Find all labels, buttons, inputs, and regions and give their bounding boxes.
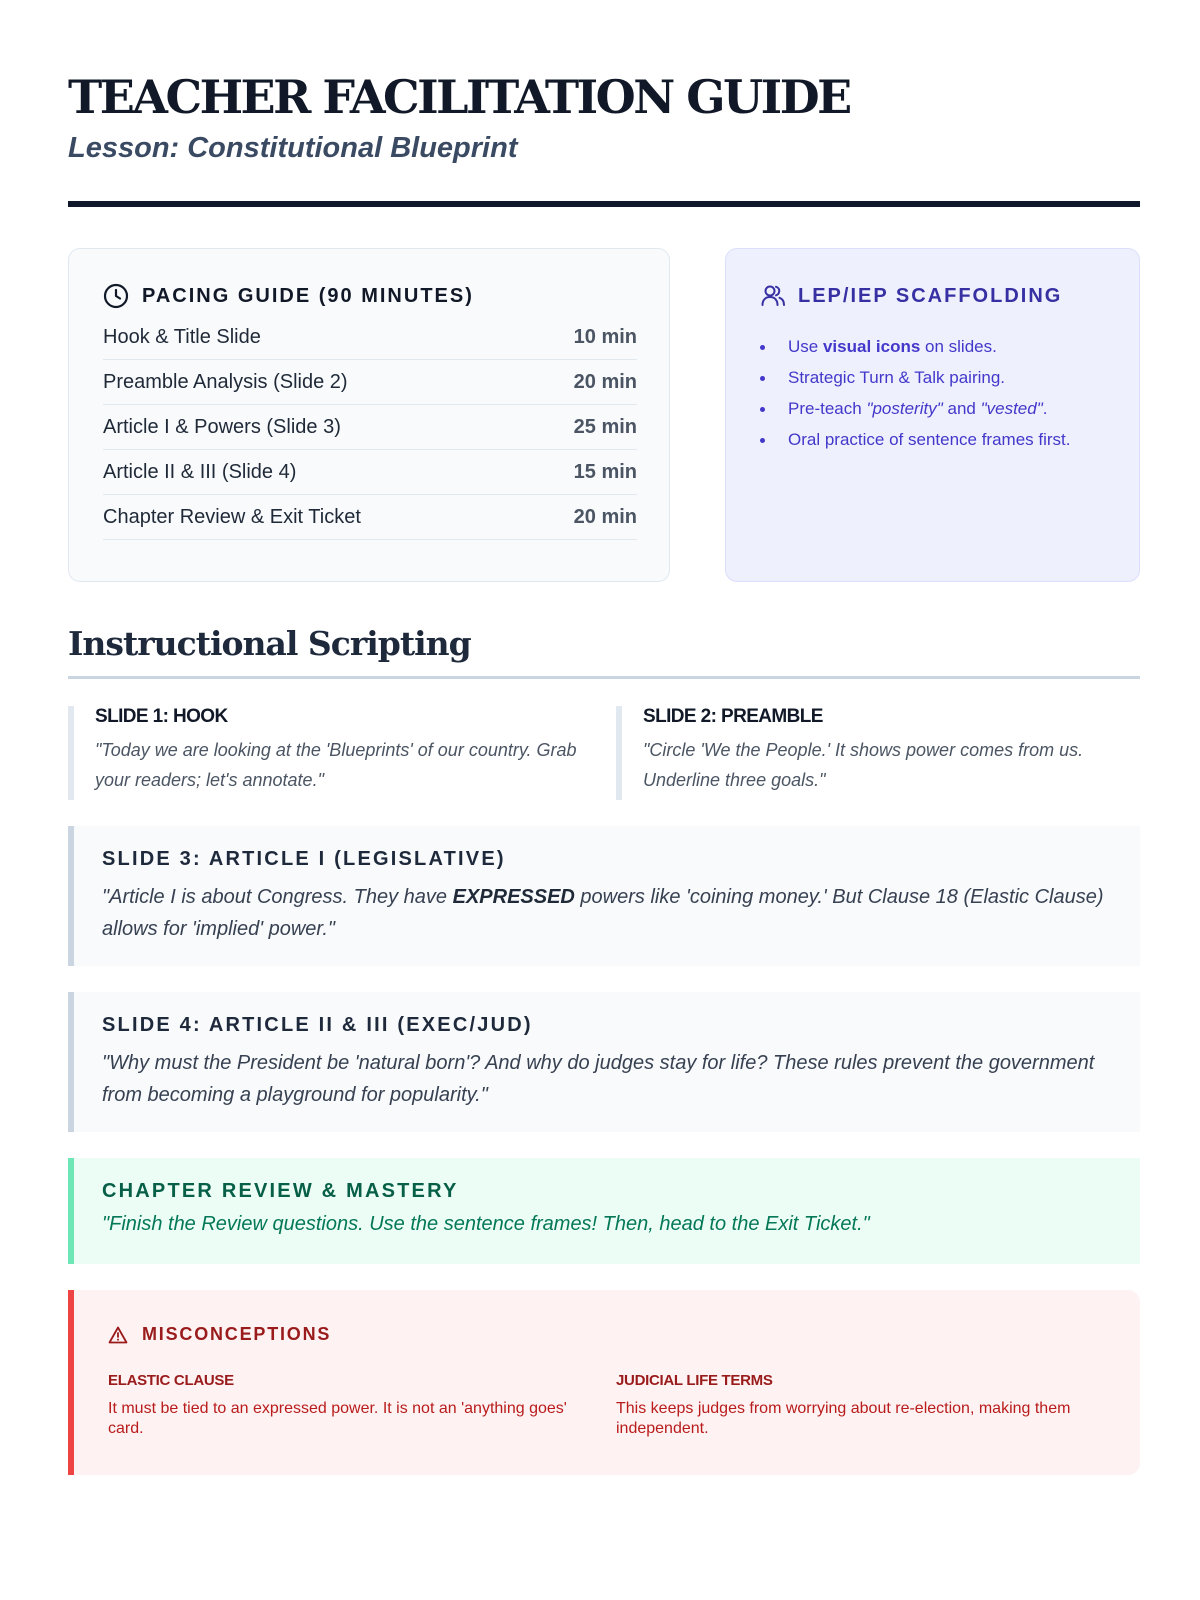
pacing-time: 10 min — [573, 325, 637, 348]
pacing-guide-card — [68, 248, 670, 582]
pacing-row — [103, 450, 637, 495]
misconception-text: This keeps judges from worrying about re-election, making them independent. — [616, 1400, 1071, 1437]
pacing-guide-title: PACING GUIDE (90 MINUTES) — [142, 284, 474, 307]
misconception-heading: JUDICIAL LIFE TERMS — [616, 1372, 773, 1389]
pacing-activity: Article II & III (Slide 4) — [103, 460, 297, 483]
section-divider — [68, 676, 1140, 679]
clock-icon — [103, 283, 129, 309]
misconception-heading: ELASTIC CLAUSE — [108, 1372, 234, 1389]
misconceptions-header — [108, 1324, 331, 1345]
misconception-item — [616, 1372, 1076, 1439]
pacing-activity: Preamble Analysis (Slide 2) — [103, 370, 348, 393]
pacing-time: 25 min — [573, 415, 637, 438]
slide-script-text: "Circle 'We the People.' It shows power comes from us. Underline three goals." — [643, 740, 1084, 790]
users-icon — [760, 283, 786, 309]
pacing-time: 20 min — [573, 370, 637, 393]
lesson-subtitle: Lesson: Constitutional Blueprint — [68, 132, 518, 164]
review-title: CHAPTER REVIEW & MASTERY — [102, 1180, 459, 1202]
slide-script-text: "Article I is about Congress. They have EXPRESSED powers like 'coining money.' But Clause 18 (Elastic Clause) allows for 'implied' power." — [102, 886, 1104, 940]
misconceptions-title: MISCONCEPTIONS — [142, 1324, 332, 1344]
slide-title: SLIDE 4: ARTICLE II & III (EXEC/JUD) — [102, 1014, 533, 1036]
scaffolding-list — [760, 331, 1071, 455]
slide-title: SLIDE 2: PREAMBLE — [643, 706, 823, 727]
chapter-review-box — [68, 1158, 1140, 1264]
pacing-time: 15 min — [573, 460, 637, 483]
misconceptions-box — [68, 1290, 1140, 1475]
pacing-guide-header — [103, 283, 474, 309]
pacing-activity: Hook & Title Slide — [103, 325, 261, 348]
page-title: TEACHER FACILITATION GUIDE — [68, 70, 850, 124]
list-item: Strategic Turn & Talk pairing. — [760, 362, 1071, 393]
slide-script-text: "Today we are looking at the 'Blueprints' of our country. Grab your readers; let's annotate." — [95, 740, 577, 790]
pacing-activity: Article I & Powers (Slide 3) — [103, 415, 341, 438]
misconception-item — [108, 1372, 568, 1439]
list-item: Oral practice of sentence frames first. — [760, 424, 1071, 455]
slide-1-script — [68, 706, 596, 800]
misconception-text: It must be tied to an expressed power. It is not an 'anything goes' card. — [108, 1400, 567, 1437]
scaffolding-title: LEP/IEP SCAFFOLDING — [798, 284, 1063, 307]
slide-2-script — [616, 706, 1144, 800]
pacing-row — [103, 405, 637, 450]
title-divider — [68, 201, 1140, 207]
pacing-time: 20 min — [573, 505, 637, 528]
slide-script-text: "Why must the President be 'natural born'? And why do judges stay for life? These rules prevent the government from becoming a playground for popularity." — [102, 1052, 1095, 1106]
pacing-row — [103, 315, 637, 360]
scaffolding-card — [725, 248, 1140, 582]
pacing-row — [103, 495, 637, 540]
pacing-activity: Chapter Review & Exit Ticket — [103, 505, 361, 528]
warning-icon — [108, 1325, 128, 1345]
list-item: Pre-teach "posterity" and "vested". — [760, 393, 1071, 424]
slide-title: SLIDE 3: ARTICLE I (LEGISLATIVE) — [102, 848, 506, 870]
scaffolding-header — [760, 283, 1062, 309]
list-item: Use visual icons on slides. — [760, 331, 1071, 362]
pacing-row — [103, 360, 637, 405]
slide-title: SLIDE 1: HOOK — [95, 706, 228, 727]
slide-4-script — [68, 992, 1140, 1132]
slide-3-script — [68, 826, 1140, 966]
section-title: Instructional Scripting — [68, 624, 471, 663]
review-text: "Finish the Review questions. Use the sentence frames! Then, head to the Exit Ticket." — [102, 1213, 870, 1235]
